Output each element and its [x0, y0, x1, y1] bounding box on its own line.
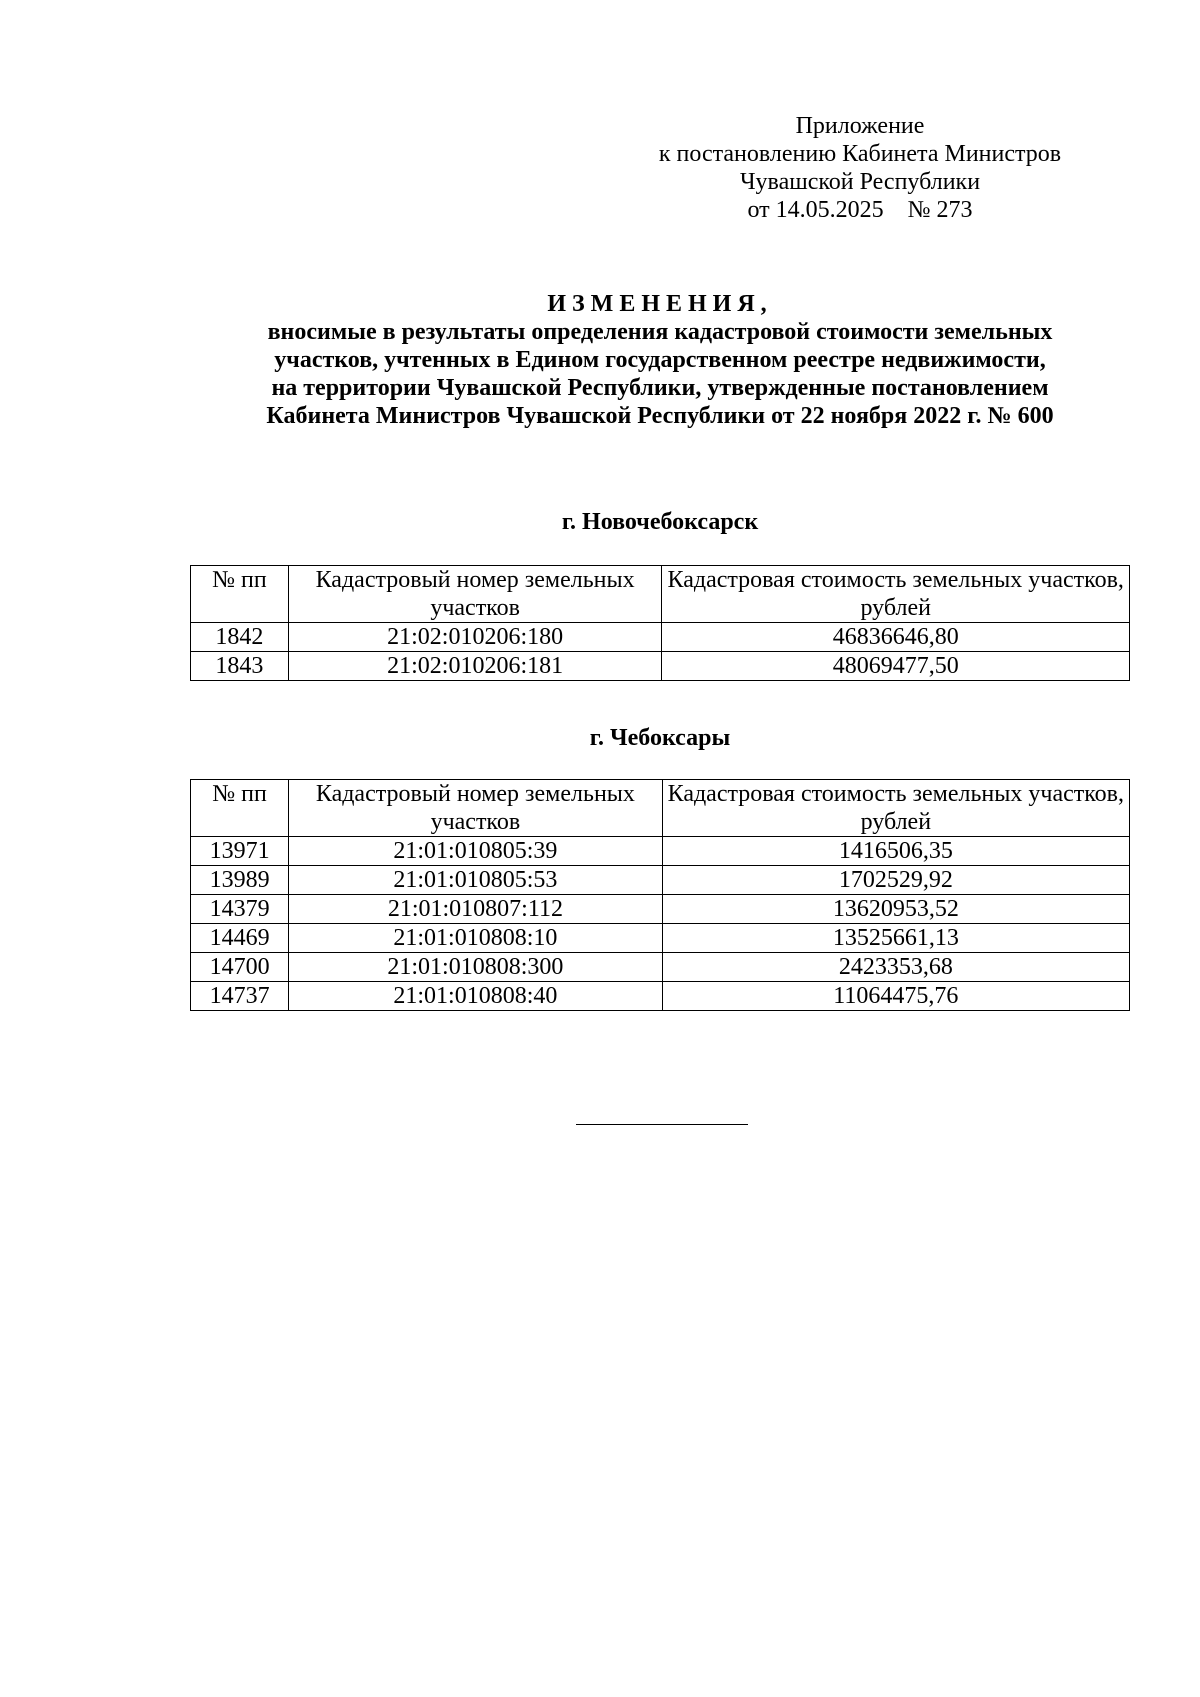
title-main: ИЗМЕНЕНИЯ, [547, 291, 773, 317]
section-title-cheboksary: г. Чебоксары [589, 725, 731, 751]
table-row [191, 652, 1130, 681]
title-line-4: Кабинета Министров Чувашской Республики от 22 ноября 2022 г. № 600 [266, 403, 1054, 429]
cell-cadastral: 21:02:010206:180 [288, 623, 662, 652]
cell-cadastral: 21:01:010805:39 [289, 837, 663, 866]
cell-cost: 2423353,68 [662, 953, 1129, 982]
cell-cost: 46836646,80 [662, 623, 1130, 652]
table-header-row [191, 780, 1130, 837]
cell-num: 13989 [191, 866, 289, 895]
table-row [191, 866, 1130, 895]
cell-cadastral: 21:01:010808:40 [289, 982, 663, 1011]
cell-cadastral: 21:01:010807:112 [289, 895, 663, 924]
appendix-date-number: от 14.05.2025 № 273 [747, 197, 973, 223]
cell-cost: 11064475,76 [662, 982, 1129, 1011]
end-divider-line [576, 1124, 748, 1125]
table-row [191, 982, 1130, 1011]
cell-cadastral: 21:02:010206:181 [288, 652, 662, 681]
appendix-resolution: к постановлению Кабинета Министров [658, 141, 1062, 167]
appendix-block [620, 112, 1100, 224]
section-title-novocheboksarsk: г. Новочебоксарск [561, 509, 759, 535]
cell-cost: 13620953,52 [662, 895, 1129, 924]
document-title [160, 290, 1160, 430]
cell-num: 14700 [191, 953, 289, 982]
title-line-3: на территории Чувашской Республики, утвержденные постановлением [271, 375, 1049, 401]
table-row [191, 924, 1130, 953]
cell-num: 14737 [191, 982, 289, 1011]
table-novocheboksarsk [190, 565, 1130, 681]
header-cost: Кадастровая стоимость земельных участков, рублей [662, 780, 1129, 837]
table-cheboksary [190, 779, 1130, 1011]
header-cadastral: Кадастровый номер земельных участков [289, 780, 663, 837]
appendix-label: Приложение [795, 113, 925, 139]
header-num: № пп [191, 780, 289, 837]
table-header-row [191, 566, 1130, 623]
header-num: № пп [191, 566, 289, 623]
cell-num: 1843 [191, 652, 289, 681]
table-row [191, 837, 1130, 866]
cell-cost: 1702529,92 [662, 866, 1129, 895]
cell-cadastral: 21:01:010805:53 [289, 866, 663, 895]
cell-cost: 48069477,50 [662, 652, 1130, 681]
title-line-2: участков, учтенных в Едином государственном реестре недвижимости, [274, 347, 1046, 373]
table-row [191, 953, 1130, 982]
cell-cost: 13525661,13 [662, 924, 1129, 953]
cell-num: 13971 [191, 837, 289, 866]
cell-num: 1842 [191, 623, 289, 652]
cell-num: 14469 [191, 924, 289, 953]
cell-cadastral: 21:01:010808:10 [289, 924, 663, 953]
title-line-1: вносимые в результаты определения кадастровой стоимости земельных [267, 319, 1053, 345]
cell-cost: 1416506,35 [662, 837, 1129, 866]
appendix-republic: Чувашской Республики [739, 169, 981, 195]
header-cadastral: Кадастровый номер земельных участков [288, 566, 662, 623]
header-cost: Кадастровая стоимость земельных участков, рублей [662, 566, 1130, 623]
table-row [191, 623, 1130, 652]
cell-num: 14379 [191, 895, 289, 924]
cell-cadastral: 21:01:010808:300 [289, 953, 663, 982]
table-row [191, 895, 1130, 924]
